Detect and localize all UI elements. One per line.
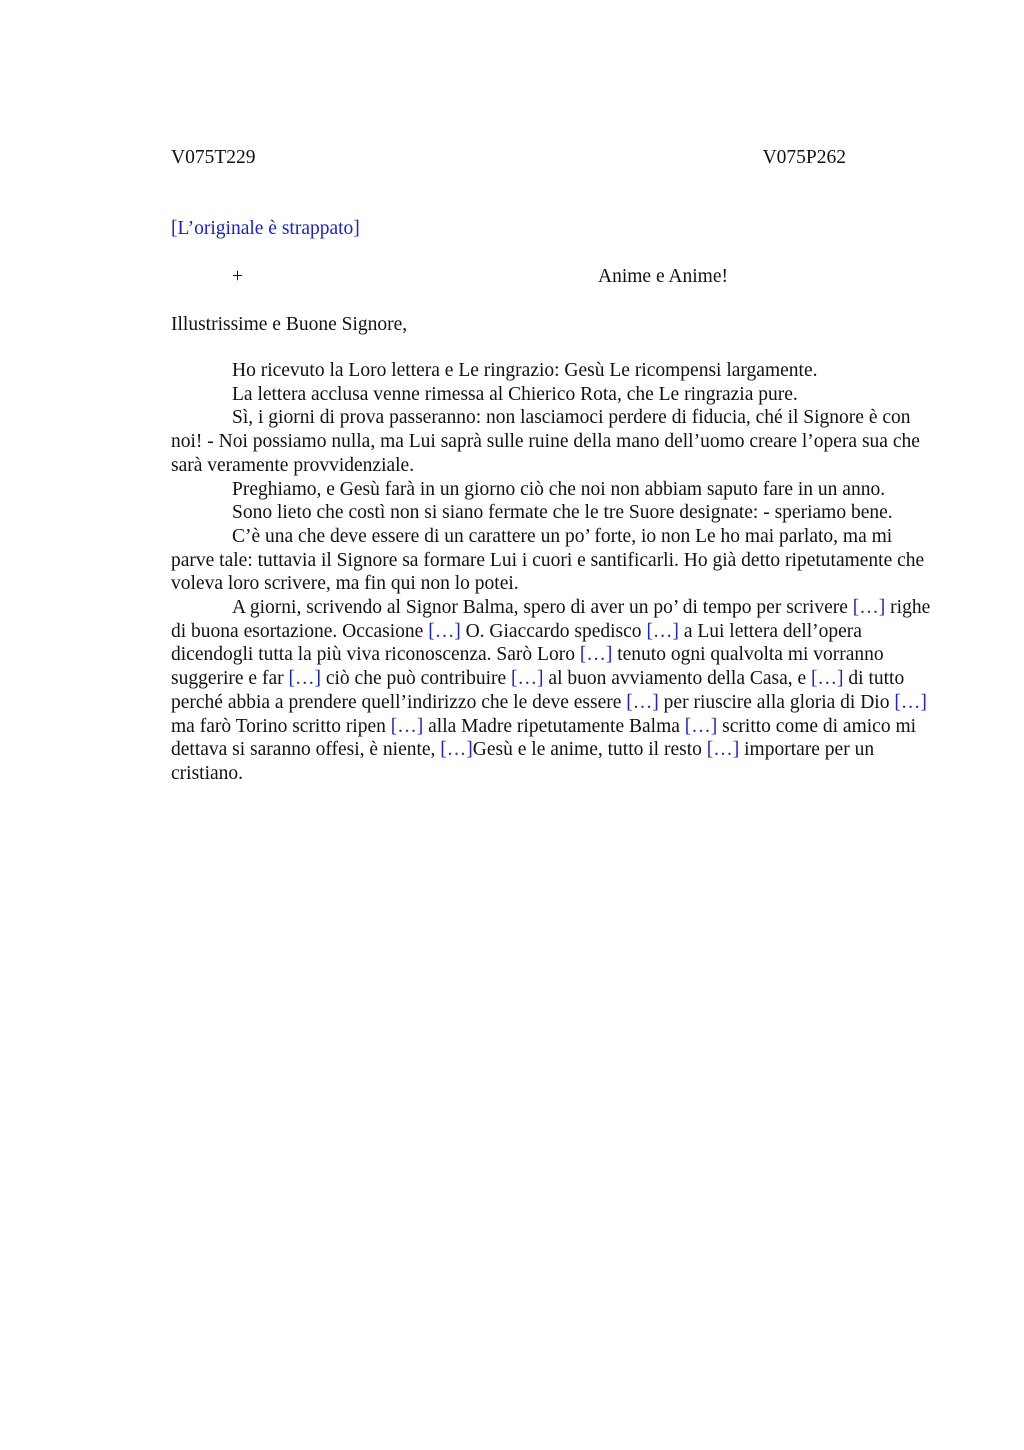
lacuna-marker: […] <box>440 739 473 761</box>
paragraph-text: Gesù e le anime, tutto il resto <box>472 739 707 761</box>
paragraph-text: Preghiamo, e Gesù farà in un giorno ciò che noi non abbiam saputo fare in un anno. <box>232 478 886 500</box>
paragraph-text: Sono lieto che costì non si siano fermate che le tre Suore designate: - speriamo bene. <box>232 502 893 524</box>
lacuna-marker: […] <box>706 739 740 761</box>
letter-paragraph <box>171 478 931 502</box>
archive-header <box>171 145 846 171</box>
paragraph-text: A giorni, scrivendo al Signor Balma, spero di aver un po’ di tempo per scrivere <box>232 597 853 619</box>
paragraph-text: alla Madre ripetutamente Balma <box>423 715 685 737</box>
lacuna-marker: […] <box>390 715 424 737</box>
paragraph-text: La lettera acclusa venne rimessa al Chierico Rota, che Le ringrazia pure. <box>232 383 798 405</box>
paragraph-text: O. Giaccardo spedisco <box>460 620 647 642</box>
paragraph-text: per riuscire alla gloria di Dio <box>658 691 895 713</box>
paragraph-text: ma farò Torino scritto ripen <box>171 715 391 737</box>
letter-paragraph <box>171 501 931 525</box>
paragraph-text: C’è una che deve essere di un carattere un po’ forte, io non Le ho mai parlato, ma mi parve tale: tuttavia il Signore sa formare Lui i cuori e santificarli. Ho già detto ripetutamente che voleva loro scrivere, ma fin qui non lo potei. <box>171 525 925 595</box>
paragraph-text: importare per un cristiano. <box>171 739 875 784</box>
lacuna-marker: […] <box>852 597 886 619</box>
letter-paragraph <box>171 406 931 477</box>
paragraph-text: righe di buona esortazione. Occasione <box>171 597 931 642</box>
lacuna-marker: […] <box>646 620 679 642</box>
paragraph-text: ciò che può contribuire <box>320 668 512 690</box>
paragraph-text: di tutto perché abbia a prendere quell’indirizzo che le deve essere <box>171 668 905 713</box>
paragraph-text: tenuto ogni qualvolta mi vorranno suggerire e far <box>171 644 884 690</box>
paragraph-text: a Lui lettera dell’opera dicendogli tutta la più viva riconoscenza. Sarò Loro <box>171 620 862 666</box>
editorial-note: [L’originale è strappato] <box>171 218 360 239</box>
document-code: V075T229 <box>171 147 256 168</box>
lacuna-marker: […] <box>579 644 613 666</box>
letter-paragraph <box>171 359 931 383</box>
paragraph-text: scritto come di amico mi dettava si saranno offesi, è niente, <box>171 715 917 761</box>
lacuna-marker: […] <box>626 691 659 713</box>
letter-page <box>171 0 931 1450</box>
lacuna-marker: […] <box>894 691 927 713</box>
letter-body <box>171 359 931 786</box>
letter-paragraph <box>171 525 931 596</box>
paragraph-text: Sì, i giorni di prova passeranno: non lasciamoci perdere di fiducia, ché il Signore è con noi! - Noi possiamo nulla, ma Lui saprà sulle ruine della mano dell’uomo creare l’opera sua che sarà veramente provvidenziale. <box>171 407 920 476</box>
lacuna-marker: […] <box>811 668 844 690</box>
lacuna-marker: […] <box>428 620 461 642</box>
letter-paragraph <box>171 383 931 407</box>
cross-mark: + <box>232 266 243 287</box>
letter-paragraph <box>171 596 931 786</box>
paragraph-text: Ho ricevuto la Loro lettera e Le ringrazio: Gesù Le ricompensi largamente. <box>232 360 818 381</box>
page-code: V075P262 <box>762 147 846 168</box>
salutation: Illustrissime e Buone Signore, <box>171 314 408 335</box>
motto: Anime e Anime! <box>598 266 728 287</box>
lacuna-marker: […] <box>511 668 544 690</box>
lacuna-marker: […] <box>684 715 718 737</box>
paragraph-text: al buon avviamento della Casa, e <box>543 668 812 690</box>
lacuna-marker: […] <box>288 668 321 690</box>
